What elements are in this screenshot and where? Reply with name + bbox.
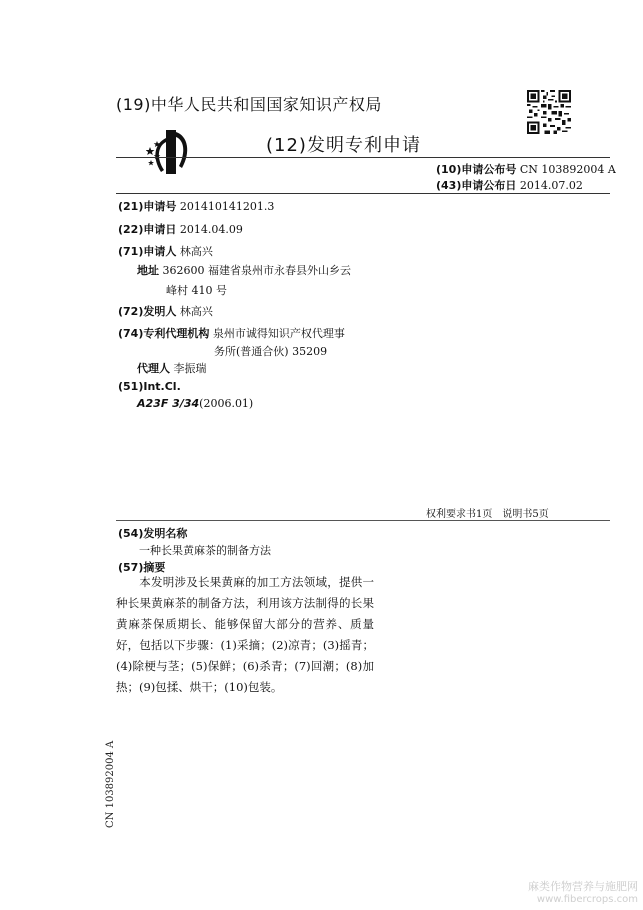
application-number — [118, 198, 274, 214]
patent-agency-line-1: 泉州市诚得知识产权代理事 — [212, 327, 345, 340]
application-date-label: (22)申请日 — [118, 223, 177, 236]
patent-agent — [137, 360, 207, 376]
applicant-label: (71)申请人 — [118, 245, 177, 258]
abstract-rule — [116, 520, 610, 521]
abstract-body — [116, 572, 374, 698]
applicant — [118, 243, 213, 259]
applicant-value: 林高兴 — [179, 245, 213, 258]
watermark-url: www.fibercrops.com — [536, 894, 638, 905]
invention-title-label: (54)发明名称 — [118, 527, 188, 540]
ipc-classification — [137, 397, 253, 410]
patent-agent-label: 代理人 — [137, 362, 170, 375]
qr-code-icon — [527, 90, 571, 134]
application-date-value: 2014.04.09 — [179, 223, 243, 236]
abstract-label: (57)摘要 — [118, 561, 166, 574]
publication-date-value: 2014.07.02 — [519, 179, 583, 192]
inventor-value: 林高兴 — [179, 305, 213, 318]
patent-agency — [118, 325, 345, 341]
publication-number-label: (10)申请公布号 — [436, 163, 517, 176]
ipc-label: (51)Int.Cl. — [118, 380, 181, 393]
publication-date — [436, 177, 583, 193]
document-type: (12)发明专利申请 — [266, 135, 421, 156]
address — [137, 262, 351, 278]
publication-number — [436, 161, 616, 177]
ipc-version: (2006.01) — [199, 397, 254, 410]
patent-agency-line-2: 务所(普通合伙) 35209 — [214, 345, 328, 358]
patent-agent-value: 李振瑞 — [173, 362, 207, 375]
office-name: (19)中华人民共和国国家知识产权局 — [116, 95, 382, 114]
application-date — [118, 221, 243, 237]
inventor — [118, 303, 213, 319]
patent-agency-label: (74)专利代理机构 — [118, 327, 210, 340]
side-publication-code: CN 103892004 A — [105, 740, 116, 828]
application-number-label: (21)申请号 — [118, 200, 177, 213]
address-label: 地址 — [137, 264, 159, 277]
watermark-text: 麻类作物营养与施肥网 — [528, 880, 638, 893]
address-line-1: 362600 福建省泉州市永春县外山乡云 — [162, 264, 351, 277]
pages-note: 权利要求书1页 说明书5页 — [426, 509, 549, 520]
header-rule — [116, 157, 610, 158]
abstract-text: 本发明涉及长果黄麻的加工方法领域，提供一种长果黄麻茶的制备方法，利用该方法制得的长果黄麻茶保质期长、能够保留大部分的营养、质量好，包括以下步骤：(1)采摘；(2)凉青；(3)摇青；(4)除梗与茎；(5)保鲜；(6)杀青；(7)回潮；(8)加热；(9)包揉、烘干；(10)包装。 — [116, 575, 374, 694]
sipo-emblem-icon — [146, 128, 192, 176]
application-number-value: 201410141201.3 — [179, 200, 275, 213]
invention-title: 一种长果黄麻茶的制备方法 — [139, 544, 271, 557]
publication-number-value: CN 103892004 A — [519, 163, 616, 176]
biblio-rule — [116, 193, 610, 194]
ipc-code: A23F 3/34 — [137, 397, 200, 410]
inventor-label: (72)发明人 — [118, 305, 177, 318]
address-line-2: 峰村 410 号 — [166, 284, 227, 297]
publication-date-label: (43)申请公布日 — [436, 179, 517, 192]
